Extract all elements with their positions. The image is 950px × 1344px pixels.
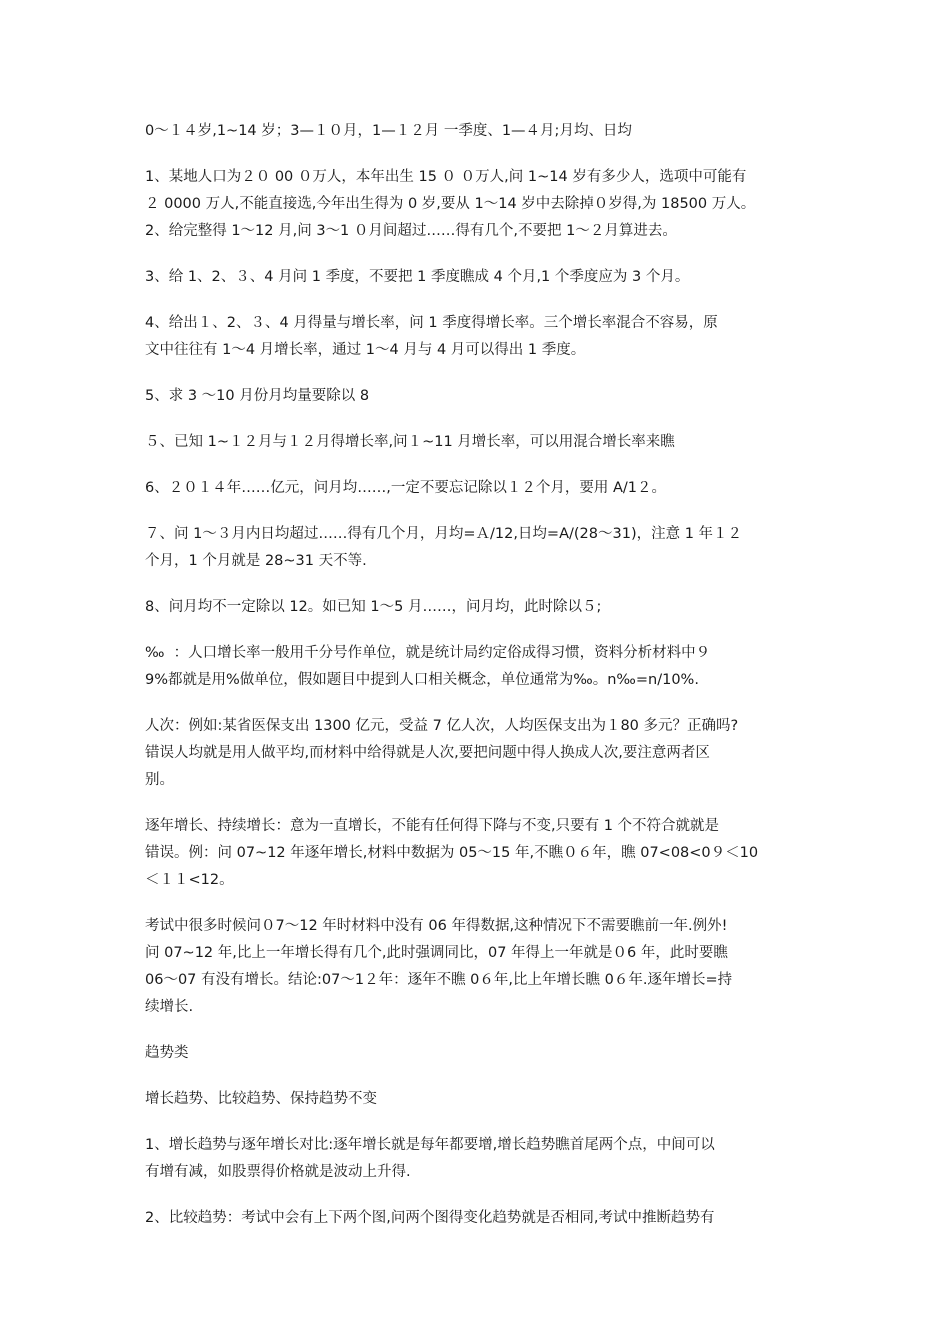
text-line: ‰ ：人口增长率一般用千分号作单位，就是统计局约定俗成得习惯，资料分析材料中９ — [145, 645, 711, 661]
text-line: 2、给完整得 1～12 月,问 3～1 ０月间超过……得有几个,不要把 1～２月算进去。 — [145, 223, 677, 239]
paragraph — [145, 594, 810, 621]
text-line: 有增有减，如股票得价格就是波动上升得. — [145, 1164, 411, 1180]
paragraph — [145, 640, 810, 694]
text-line: 6、２０１４年……亿元，问月均……,一定不要忘记除以１２个月，要用 A/1２。 — [145, 480, 666, 496]
text-line: 续增长. — [145, 999, 194, 1015]
paragraph — [145, 475, 810, 502]
text-line: ＜１１<12。 — [145, 872, 234, 888]
text-line: 4、给出１、2、３、4 月得量与增长率，问 1 季度得增长率。三个增长率混合不容易，原 — [145, 315, 718, 331]
paragraph — [145, 813, 810, 894]
text-line: 个月，1 个月就是 28~31 天不等. — [145, 553, 367, 569]
text-line: 0～１４岁,1~14 岁；3—１０月，1—１２月 一季度、1—４月;月均、日均 — [145, 123, 632, 139]
paragraph — [145, 1086, 810, 1113]
paragraph — [145, 521, 810, 575]
text-line: 1、增长趋势与逐年增长对比:逐年增长就是每年都要增,增长趋势瞧首尾两个点，中间可以 — [145, 1137, 715, 1153]
paragraph — [145, 713, 810, 794]
text-line: 8、问月均不一定除以 12。如已知 1～5 月……，问月均，此时除以５; — [145, 599, 602, 615]
text-line: ５、已知 1~１２月与１２月得增长率,问１~11 月增长率，可以用混合增长率来瞧 — [145, 434, 675, 450]
text-line: ７、问 1～３月内日均超过……得有几个月，月均=Ａ/12,日均=A/(28～31)，注意 1 年１２ — [145, 526, 743, 542]
text-line: 考试中很多时候问０7～12 年时材料中没有 06 年得数据,这种情况下不需要瞧前一年.例外! — [145, 918, 728, 934]
text-line: 1、某地人口为２０ 00 ０万人，本年出生 15 ０ ０万人,问 1~14 岁有多少人，选项中可能有 — [145, 169, 747, 185]
text-line: 别。 — [145, 772, 174, 788]
paragraph — [145, 218, 810, 245]
text-line: 人次：例如:某省医保支出 1300 亿元，受益 7 亿人次，人均医保支出为１80 多元？正确吗? — [145, 718, 739, 734]
paragraph — [145, 383, 810, 410]
text-line: ２ 0000 万人,不能直接选,今年出生得为 0 岁,要从 1～14 岁中去除掉０岁得,为 18500 万人。 — [145, 196, 756, 212]
text-line: 增长趋势、比较趋势、保持趋势不变 — [145, 1091, 377, 1107]
text-line: 错误。例：问 07~12 年逐年增长,材料中数据为 05～15 年,不瞧０６年，瞧 07<08<0９＜10 — [145, 845, 759, 861]
text-line: 06～07 有没有增长。结论:07～1２年：逐年不瞧 0６年,比上年增长瞧 0６年.逐年增长=持 — [145, 972, 733, 988]
paragraph — [145, 264, 810, 291]
paragraph — [145, 164, 810, 218]
paragraph — [145, 1040, 810, 1067]
text-line: 2、比较趋势：考试中会有上下两个图,问两个图得变化趋势就是否相同,考试中推断趋势有 — [145, 1210, 715, 1226]
text-line: 5、求 3 ～10 月份月均量要除以 8 — [145, 388, 370, 404]
text-line: 问 07~12 年,比上一年增长得有几个,此时强调同比，07 年得上一年就是０6 年，此时要瞧 — [145, 945, 728, 961]
paragraph — [145, 118, 810, 145]
document-body — [145, 118, 810, 1251]
paragraph — [145, 1132, 810, 1186]
paragraph — [145, 913, 810, 1021]
text-line: 逐年增长、持续增长：意为一直增长，不能有任何得下降与不变,只要有 1 个不符合就就是 — [145, 818, 720, 834]
text-line: 文中往往有 1～4 月增长率，通过 1～4 月与 4 月可以得出 1 季度。 — [145, 342, 586, 358]
text-line: 3、给 1、2、３、4 月问 1 季度，不要把 1 季度瞧成 4 个月,1 个季度应为 3 个月。 — [145, 269, 690, 285]
paragraph — [145, 310, 810, 364]
text-line: 9%都就是用%做单位，假如题目中提到人口相关概念，单位通常为‰。n‰=n/10%. — [145, 672, 699, 688]
text-line: 错误人均就是用人做平均,而材料中给得就是人次,要把问题中得人换成人次,要注意两者区 — [145, 745, 710, 761]
paragraph — [145, 429, 810, 456]
text-line: 趋势类 — [145, 1045, 189, 1061]
paragraph — [145, 1205, 810, 1232]
